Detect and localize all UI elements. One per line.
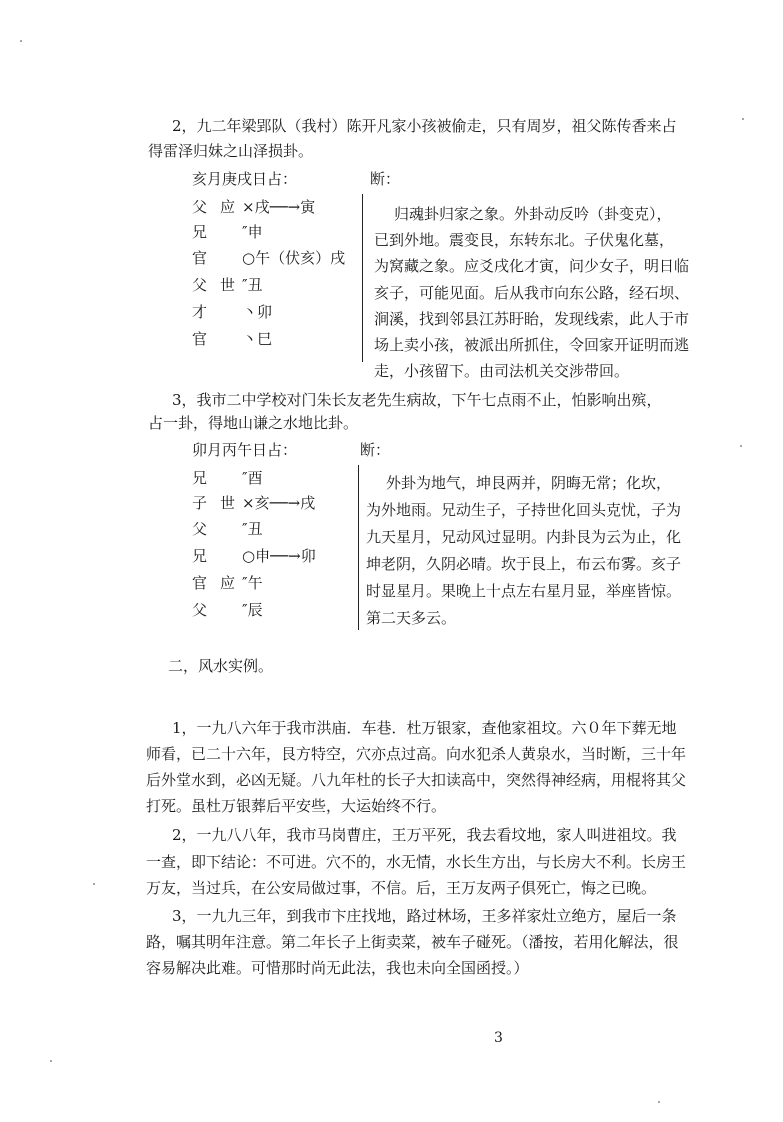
case2-yao-row: 官 ○午（伏亥）戌	[192, 249, 346, 267]
case2-judgement-line: 场上卖小孩，被派出所抓住，令回家开证明而逃	[374, 336, 690, 354]
scan-speck	[740, 445, 742, 447]
case3-divider	[358, 465, 359, 630]
case3-judgement-line: 坤老阴，久阴必晴。坎于艮上，布云布雾。亥子	[366, 555, 682, 573]
case3-yao-row: 子 世 ×亥──→戌	[192, 494, 316, 512]
case3-yao-row: 兄 ○申──→卯	[192, 547, 316, 565]
case3-intro-line2: 占一卦，得地山谦之水地比卦。	[148, 414, 359, 432]
case2-yao-row: 官 丶巳	[192, 330, 273, 348]
fengshui-line: 路，嘱其明年注意。第二年长子上街卖菜，被车子碰死。（潘按，若用化解法，很	[146, 933, 679, 951]
case2-yao-row: 父 世 ″丑	[192, 276, 263, 294]
fengshui-line: 2，一九八八年，我市马岗曹庄，王万平死，我去看坟地，家人叫进祖坟。我	[172, 826, 677, 844]
fengshui-line: 万友，当过兵，在公安局做过事，不信。后，王万友两子俱死亡，悔之已晚。	[146, 879, 657, 897]
case2-yao-row: 兄 ″申	[192, 223, 263, 241]
page-number: 3	[494, 1030, 503, 1046]
case3-yao-row: 父 ″丑	[192, 520, 263, 538]
case2-yao-row: 才 丶卯	[192, 303, 273, 321]
case2-judgement-label: 断：	[370, 170, 401, 188]
case2-judgement-line: 为窝藏之象。应爻戌化才寅，问少女子，明日临	[374, 257, 690, 275]
section-heading: 二，风水实例。	[168, 657, 274, 675]
case2-judgement-line: 走，小孩留下。由司法机关交涉带回。	[374, 362, 630, 380]
case2-intro-line2: 得雷泽归妹之山泽损卦。	[148, 142, 314, 160]
case3-judgement-line: 为外地雨。兄动生子，子持世化回头克忧，子为	[366, 501, 682, 519]
case2-judgement-line: 已到外地。震变艮，东转东北。子伏鬼化墓，	[374, 231, 675, 249]
scan-speck	[20, 40, 22, 42]
case3-intro-line1: 3，我市二中学校对门朱长友老先生病故，下午七点雨不止，怕影响出殡，	[172, 391, 662, 409]
scan-speck	[658, 1101, 660, 1103]
fengshui-line: 3，一九九三年，到我市卞庄找地，路过林场，王多祥家灶立绝方，屋后一条	[172, 907, 677, 925]
case3-judgement-line: 第二天多云。	[366, 609, 457, 627]
fengshui-line: 后外堂水到，必凶无疑。八九年杜的长子大扣读高中，突然得神经病，用棍将其父	[146, 771, 687, 789]
case2-judgement-line: 归魂卦归家之象。外卦动反吟（卦变克），	[394, 205, 672, 223]
case2-yao-row: 父 应 ×戌──→寅	[192, 198, 316, 216]
case2-date: 亥月庚戌日占：	[192, 170, 298, 188]
fengshui-line: 1，一九八六年于我市洪庙．车巷．杜万银家，查他家祖坟。六０年下葬无地	[172, 719, 677, 737]
case3-yao-row: 兄 ″酉	[192, 469, 263, 487]
case3-judgement-line: 时显星月。果晚上十点左右星月显，举座皆惊。	[366, 582, 682, 600]
scan-speck	[50, 1060, 52, 1062]
fengshui-line: 师看，已二十六年，艮方特空，穴亦点过高。向水犯杀人黄泉水，当时断，三十年	[146, 745, 687, 763]
case3-judgement-line: 九天星月，兄动风过显明。内卦艮为云为止，化	[366, 528, 682, 546]
fengshui-line: 容易解决此难。可惜那时尚无此法，我也未向全国函授。）	[146, 959, 529, 977]
case3-date: 卯月丙午日占：	[192, 441, 298, 459]
scan-speck	[93, 883, 95, 885]
fengshui-line: 一查，即下结论：不可进。穴不的，水无情，水长生方出，与长房大不利。长房王	[146, 853, 687, 871]
case3-yao-row: 官 应 ″午	[192, 574, 263, 592]
case3-judgement-line: 外卦为地气，坤艮两并，阴晦无常；化坎，	[386, 474, 672, 492]
fengshui-line: 打死。虽杜万银葬后平安些，大运始终不行。	[146, 797, 447, 815]
scan-speck	[742, 118, 744, 120]
case2-intro-line1: 2，九二年梁郢队（我村）陈开凡家小孩被偷走，只有周岁，祖父陈传香来占	[172, 117, 677, 135]
case2-judgement-line: 亥子，可能见面。后从我市向东公路，经石坝、	[374, 284, 690, 302]
case2-judgement-line: 涧溪，找到邻县江苏盱眙，发现线索，此人于市	[374, 310, 690, 328]
case3-judgement-label: 断：	[360, 441, 391, 459]
case2-divider	[362, 194, 363, 362]
case3-yao-row: 父 ″辰	[192, 601, 263, 619]
